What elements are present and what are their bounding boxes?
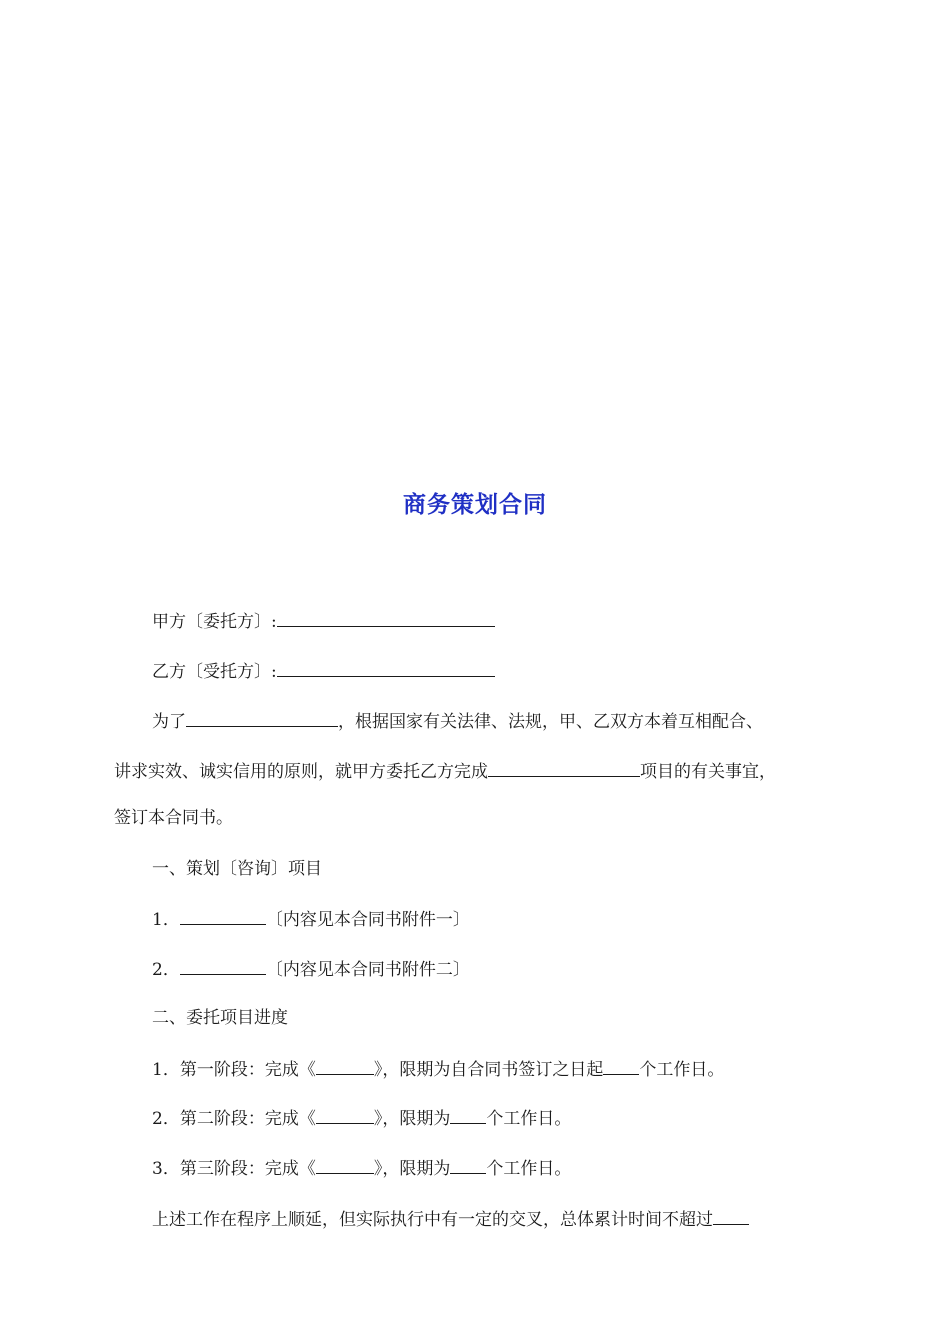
summary-text: 上述工作在程序上顺延，但实际执行中有一定的交叉，总体累计时间不超过 [152, 1210, 713, 1230]
stage-3-name-blank [316, 1155, 374, 1174]
preamble-line-1 [152, 708, 763, 734]
stage-2-prefix: 2．第二阶段：完成《 [152, 1109, 316, 1129]
preamble-p1-start: 为了 [152, 712, 186, 732]
party-b-line [152, 658, 495, 684]
section1-item-1 [152, 906, 470, 932]
stage-3-mid: 》，限期为 [373, 1159, 451, 1179]
stage-2-suffix: 个工作日。 [486, 1109, 572, 1129]
preamble-p2-end: 项目的有关事宜， [640, 762, 776, 782]
item-2-blank [180, 956, 266, 975]
document-title: 商务策划合同 [403, 492, 547, 518]
item-1-number: 1． [152, 910, 180, 930]
stage-1-days-blank [603, 1056, 639, 1075]
stage-2-mid: 》，限期为 [373, 1109, 451, 1129]
section1-item-2 [152, 956, 470, 982]
preamble-p1-end: ，根据国家有关法律、法规，甲、乙双方本着互相配合、 [338, 712, 763, 732]
stage-3-line [152, 1155, 571, 1181]
item-1-text: 〔内容见本合同书附件一〕 [265, 910, 470, 930]
stage-3-prefix: 3．第三阶段：完成《 [152, 1159, 316, 1179]
party-a-line [152, 608, 495, 634]
project-blank [488, 758, 640, 777]
preamble-line-2 [114, 758, 776, 784]
stage-2-name-blank [316, 1105, 374, 1124]
total-days-blank [713, 1206, 749, 1225]
party-a-label: 甲方〔委托方〕: [152, 612, 277, 632]
party-a-blank [277, 608, 495, 627]
preamble-p3: 签订本合同书。 [114, 808, 233, 828]
stage-1-mid: 》，限期为自合同书签订之日起 [373, 1060, 604, 1080]
purpose-blank [186, 708, 338, 727]
stage-1-line [152, 1056, 724, 1082]
section2-heading-text: 二、委托项目进度 [152, 1008, 288, 1028]
preamble-p2-start: 讲求实效、诚实信用的原则，就甲方委托乙方完成 [114, 762, 488, 782]
section2-heading [152, 1006, 288, 1030]
party-b-blank [277, 658, 495, 677]
stage-1-prefix: 1．第一阶段：完成《 [152, 1060, 316, 1080]
item-1-blank [180, 906, 266, 925]
item-2-number: 2． [152, 960, 180, 980]
stage-2-days-blank [450, 1105, 486, 1124]
summary-line [152, 1206, 749, 1232]
stage-2-line [152, 1105, 571, 1131]
section1-heading-text: 一、策划〔咨询〕项目 [152, 859, 322, 879]
section1-heading [152, 857, 322, 881]
item-2-text: 〔内容见本合同书附件二〕 [265, 960, 470, 980]
stage-3-suffix: 个工作日。 [486, 1159, 572, 1179]
stage-3-days-blank [450, 1155, 486, 1174]
preamble-line-3 [114, 806, 233, 830]
stage-1-name-blank [316, 1056, 374, 1075]
stage-1-suffix: 个工作日。 [639, 1060, 725, 1080]
party-b-label: 乙方〔受托方〕: [152, 662, 277, 682]
